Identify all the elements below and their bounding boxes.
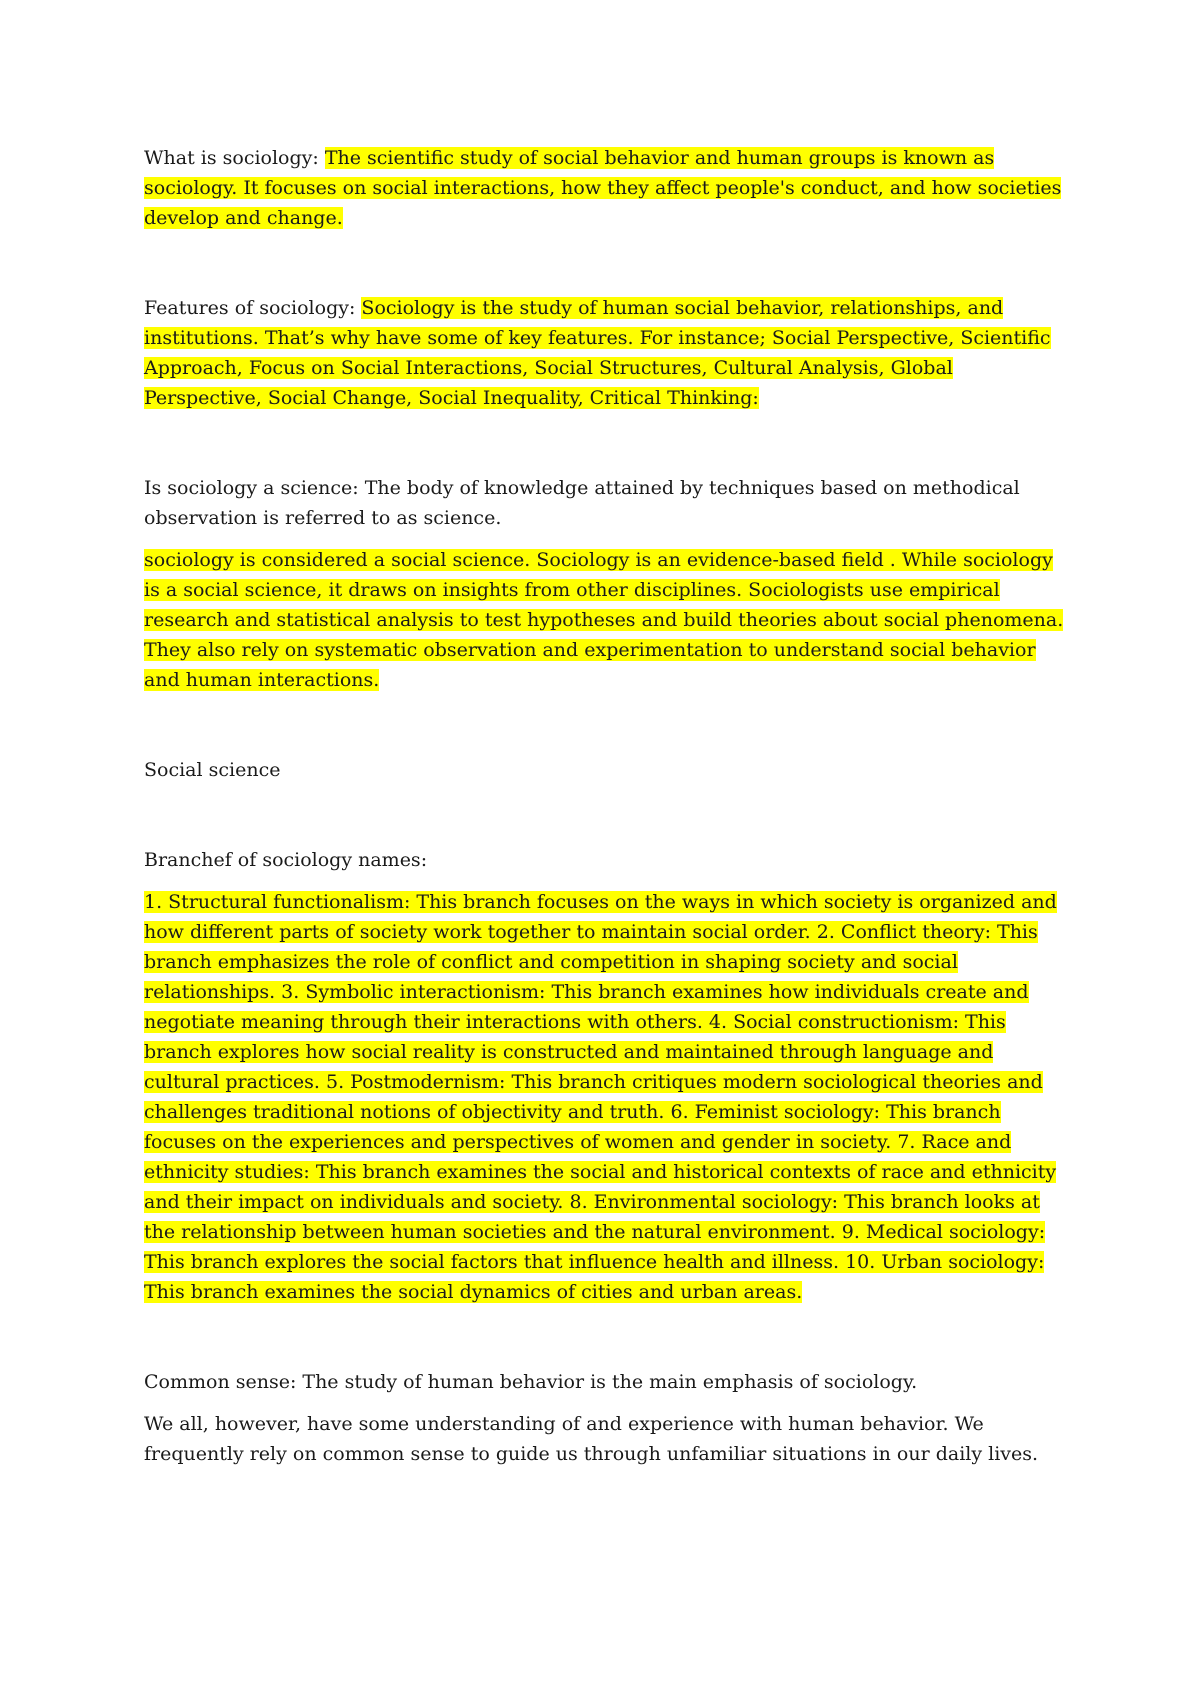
features-paragraph xyxy=(144,293,1074,413)
what-is-sociology-label: What is sociology: xyxy=(144,147,325,169)
is-science-paragraph: Is sociology a science: The body of knowledge attained by techniques based on methodical observation is referred to as science. xyxy=(144,477,1020,529)
social-science-heading: Social science xyxy=(144,759,281,781)
what-is-sociology-paragraph xyxy=(144,143,1074,233)
branches-list-paragraph xyxy=(144,887,1074,1307)
social-science-highlight: sociology is considered a social science. Sociology is an evidence-based field . While sociology is a social science, it draws on insights from other disciplines. Sociologists use empirical research and statistical analysis to test hypotheses and build theories about social phenomena. They also rely on systematic observation and experimentation to understand social behavior and human interactions. xyxy=(144,549,1064,691)
what-is-sociology-highlight: The scientific study of social behavior and human groups is known as sociology. It focuses on social interactions, how they affect people's conduct, and how societies develop and change. xyxy=(144,147,1062,229)
features-label: Features of sociology: xyxy=(144,297,362,319)
branches-heading: Branchef of sociology names: xyxy=(144,849,428,871)
common-sense-followup-paragraph: We all, however, have some understanding of and experience with human behavior. We frequently rely on common sense to guide us through unfamiliar situations in our daily lives. xyxy=(144,1413,1039,1465)
common-sense-paragraph: Common sense: The study of human behavior is the main emphasis of sociology. xyxy=(144,1371,918,1393)
features-highlight: Sociology is the study of human social behavior, relationships, and institutions. That’s why have some of key features. For instance; Social Perspective, Scientific Approach, Focus on Social Interactions, Social Structures, Cultural Analysis, Global Perspective, Social Change, Social Inequality, Critical Thinking: xyxy=(144,297,1051,409)
document-page xyxy=(144,143,1074,1469)
social-science-explanation-paragraph xyxy=(144,545,1074,695)
branches-highlight: 1. Structural functionalism: This branch focuses on the ways in which society is organized and how different parts of society work together to maintain social order. 2. Conflict theory: This branch emphasizes the role of conflict and competition in shaping society and social relationships. 3. Symbolic interactionism: This branch examines how individuals create and negotiate meaning through their interactions with others. 4. Social constructionism: This branch explores how social reality is constructed and maintained through language and cultural practices. 5. Postmodernism: This branch critiques modern sociological theories and challenges traditional notions of objectivity and truth. 6. Feminist sociology: This branch focuses on the experiences and perspectives of women and gender in society. 7. Race and ethnicity studies: This branch examines the social and historical contexts of race and ethnicity and their impact on individuals and society. 8. Environmental sociology: This branch looks at the relationship between human societies and the natural environment. 9. Medical sociology: This branch explores the social factors that influence health and illness. 10. Urban sociology: This branch examines the social dynamics of cities and urban areas. xyxy=(144,891,1057,1303)
